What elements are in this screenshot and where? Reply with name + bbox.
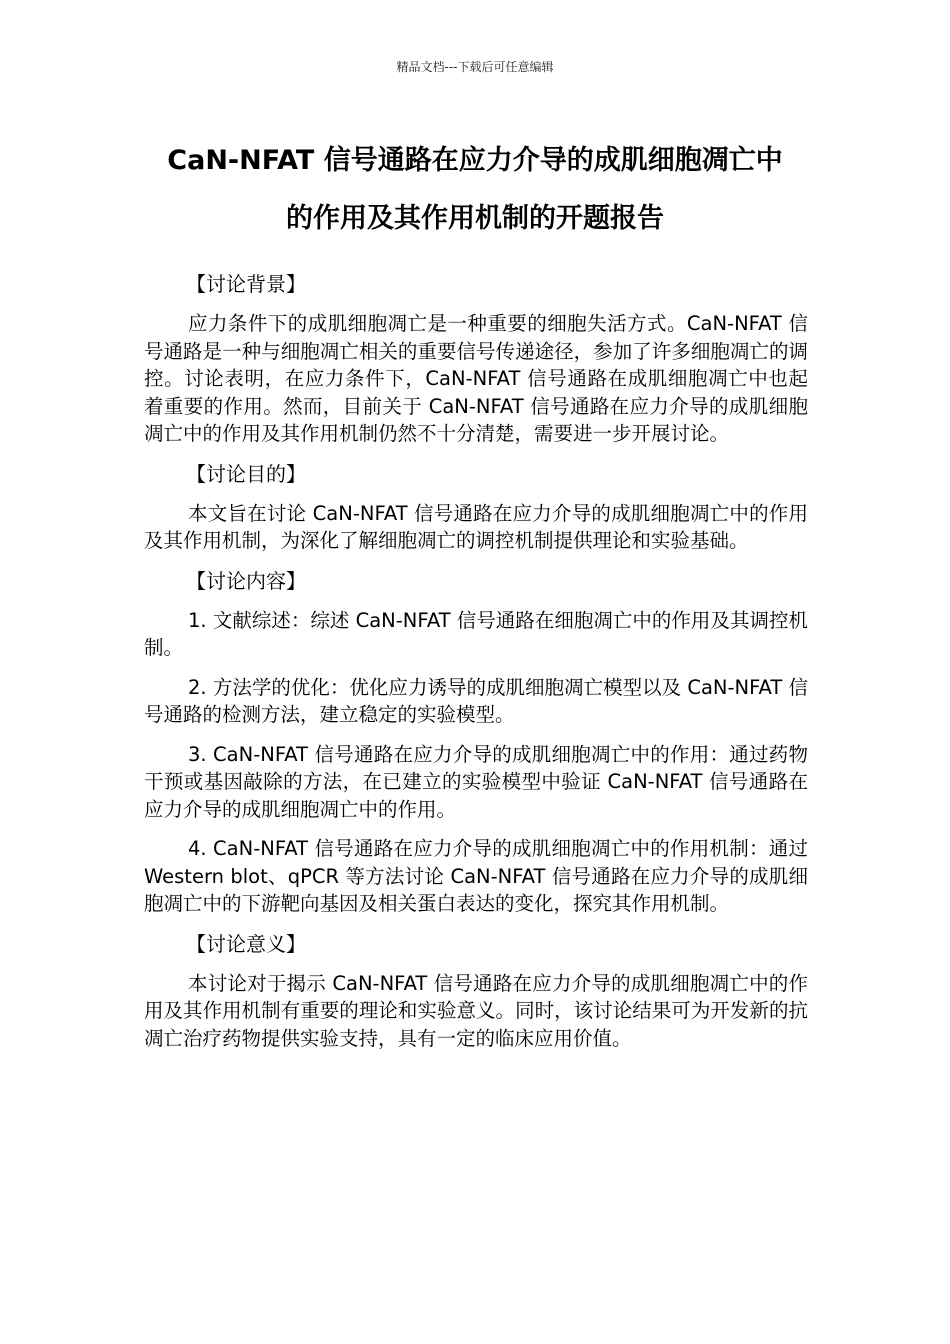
paragraph-significance: 本讨论对于揭示 CaN-NFAT 信号通路在应力介导的成肌细胞凋亡中的作用及其作用机制有重要的理论和实验意义。同时，该讨论结果可为开发新的抗凋亡治疗药物提供实验支持，具有一定的临床应用价值。: [144, 971, 808, 1050]
title-line-1: CaN-NFAT 信号通路在应力介导的成肌细胞凋亡中: [167, 145, 783, 176]
section-heading-content: 【讨论内容】: [186, 568, 306, 593]
paragraph-background: 应力条件下的成肌细胞凋亡是一种重要的细胞失活方式。CaN-NFAT 信号通路是一种与细胞凋亡相关的重要信号传递途径，参加了许多细胞凋亡的调控。讨论表明，在应力条件下，CaN-NFAT 信号通路在成肌细胞凋亡中也起着重要的作用。然而，目前关于 CaN-NFAT 信号通路在应力介导的成肌细胞凋亡中的作用及其作用机制仍然不十分清楚，需要进一步开展讨论。: [144, 312, 808, 445]
section-purpose: [144, 460, 808, 555]
section-heading-significance: 【讨论意义】: [186, 931, 306, 956]
page-header-note: 精品文档---下载后可任意编辑: [396, 60, 554, 74]
section-significance: [144, 930, 808, 1053]
section-content: [144, 567, 808, 918]
section-heading-purpose: 【讨论目的】: [186, 461, 306, 486]
document-body: [144, 270, 808, 1064]
content-item-2: 2. 方法学的优化：优化应力诱导的成肌细胞凋亡模型以及 CaN-NFAT 信号通路的检测方法，建立稳定的实验模型。: [144, 675, 808, 726]
title-line-2: 的作用及其作用机制的开题报告: [286, 203, 664, 234]
section-heading-background: 【讨论背景】: [186, 272, 306, 296]
content-item-4: 4. CaN-NFAT 信号通路在应力介导的成肌细胞凋亡中的作用机制：通过 Western blot、qPCR 等方法讨论 CaN-NFAT 信号通路在应力介导的成肌细胞凋亡中的下游靶向基因及相关蛋白表达的变化，探究其作用机制。: [144, 837, 808, 915]
content-item-1: 1. 文献综述：综述 CaN-NFAT 信号通路在细胞凋亡中的作用及其调控机制。: [144, 608, 808, 659]
content-item-3: 3. CaN-NFAT 信号通路在应力介导的成肌细胞凋亡中的作用：通过药物干预或基因敲除的方法，在已建立的实验模型中验证 CaN-NFAT 信号通路在应力介导的成肌细胞凋亡中的作用。: [144, 742, 808, 821]
paragraph-purpose: 本文旨在讨论 CaN-NFAT 信号通路在应力介导的成肌细胞凋亡中的作用及其作用机制，为深化了解细胞凋亡的调控机制提供理论和实验基础。: [144, 501, 808, 552]
document-title: [100, 132, 850, 248]
section-background: [144, 270, 808, 448]
